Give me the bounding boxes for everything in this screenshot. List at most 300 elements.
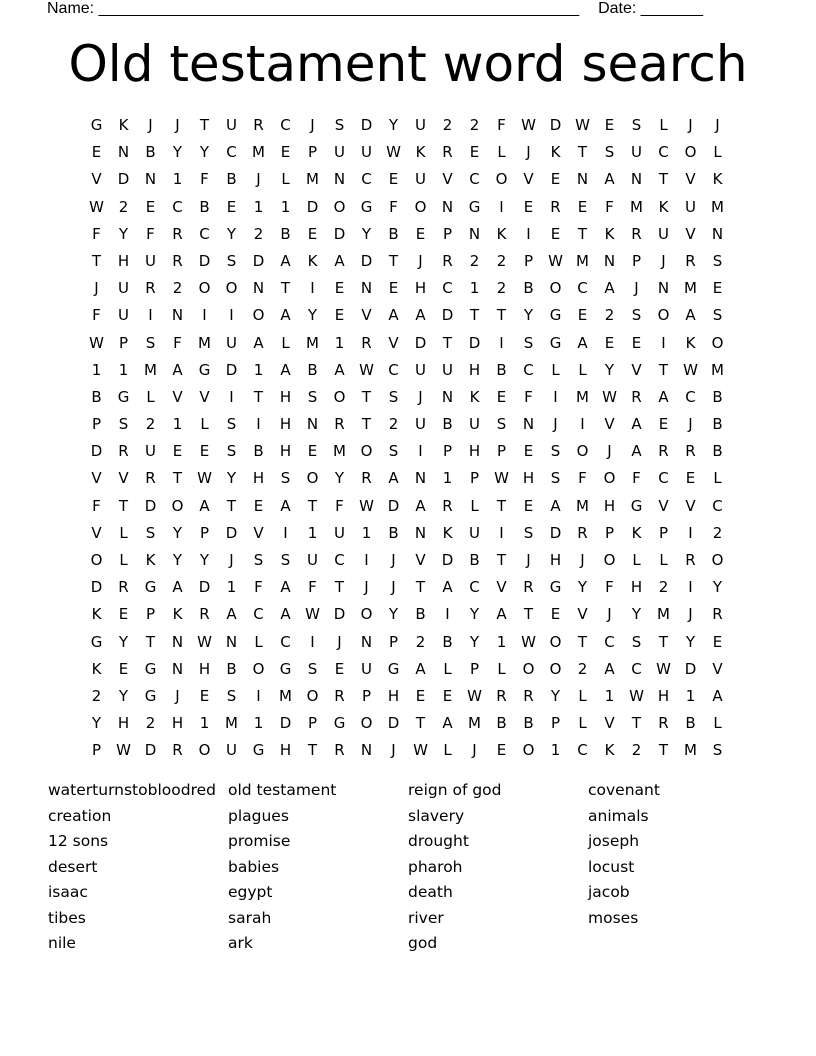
grid-letter[interactable]: Y	[118, 224, 129, 243]
grid-letter[interactable]: R	[118, 442, 129, 461]
grid-letter[interactable]: G	[549, 578, 562, 597]
grid-letter[interactable]: I	[310, 279, 315, 298]
grid-letter[interactable]: N	[252, 279, 265, 298]
grid-letter[interactable]: 2	[469, 251, 480, 270]
grid-letter[interactable]: U	[415, 170, 426, 189]
grid-letter[interactable]: G	[549, 306, 562, 325]
grid-letter[interactable]: L	[443, 659, 452, 678]
grid-letter[interactable]: V	[685, 224, 696, 243]
grid-letter[interactable]: E	[604, 116, 615, 134]
grid-letter[interactable]: H	[387, 686, 400, 705]
grid-letter[interactable]: R	[442, 496, 453, 515]
grid-letter[interactable]: N	[603, 251, 616, 270]
grid-letter[interactable]: F	[335, 496, 344, 515]
grid-letter[interactable]: D	[144, 741, 157, 760]
grid-letter[interactable]: K	[550, 143, 561, 162]
grid-letter[interactable]: 1	[442, 469, 453, 488]
grid-letter[interactable]: R	[172, 224, 183, 243]
grid-letter[interactable]: H	[468, 360, 481, 379]
grid-letter[interactable]: U	[361, 659, 372, 678]
grid-letter[interactable]: 1	[199, 714, 210, 733]
grid-letter[interactable]: J	[175, 686, 180, 705]
grid-letter[interactable]: E	[523, 197, 534, 216]
grid-letter[interactable]: K	[658, 197, 669, 216]
grid-letter[interactable]: R	[172, 741, 183, 760]
grid-letter[interactable]: L	[713, 469, 722, 488]
grid-letter[interactable]: E	[496, 387, 507, 406]
grid-letter[interactable]: A	[415, 306, 426, 325]
grid-letter[interactable]: F	[254, 578, 263, 597]
grid-letter[interactable]: O	[657, 306, 670, 325]
grid-letter[interactable]: C	[388, 360, 399, 379]
grid-letter[interactable]: R	[496, 686, 507, 705]
grid-letter[interactable]: K	[172, 605, 183, 624]
grid-letter[interactable]: W	[629, 686, 644, 705]
grid-letter[interactable]: E	[388, 170, 399, 189]
grid-letter[interactable]: U	[469, 523, 480, 542]
grid-letter[interactable]: T	[658, 170, 669, 189]
grid-letter[interactable]: S	[712, 306, 723, 325]
grid-letter[interactable]: L	[578, 686, 587, 705]
grid-letter[interactable]: 2	[496, 251, 507, 270]
grid-letter[interactable]: O	[252, 659, 265, 678]
grid-letter[interactable]: J	[175, 116, 180, 134]
grid-letter[interactable]: B	[415, 605, 426, 624]
grid-letter[interactable]: S	[523, 523, 534, 542]
grid-letter[interactable]: A	[550, 496, 561, 515]
grid-letter[interactable]: O	[306, 469, 319, 488]
grid-letter[interactable]: D	[198, 578, 211, 597]
grid-letter[interactable]: F	[524, 387, 533, 406]
grid-letter[interactable]: Y	[685, 632, 696, 651]
grid-letter[interactable]: V	[604, 714, 615, 733]
grid-letter[interactable]: L	[659, 551, 668, 569]
grid-letter[interactable]: T	[226, 496, 237, 515]
grid-letter[interactable]: H	[198, 659, 211, 678]
grid-letter[interactable]: R	[361, 469, 372, 488]
grid-letter[interactable]: Y	[226, 224, 237, 243]
grid-letter[interactable]: L	[470, 496, 479, 515]
grid-letter[interactable]: J	[526, 551, 531, 569]
grid-letter[interactable]: O	[360, 714, 373, 733]
grid-letter[interactable]: F	[92, 496, 101, 515]
grid-letter[interactable]: B	[388, 224, 399, 243]
grid-letter[interactable]: G	[144, 659, 157, 678]
grid-letter[interactable]: V	[685, 496, 696, 515]
grid-letter[interactable]: 1	[253, 714, 264, 733]
grid-letter[interactable]: O	[198, 741, 211, 760]
grid-letter[interactable]: R	[658, 442, 669, 461]
grid-letter[interactable]: J	[418, 387, 423, 406]
grid-letter[interactable]: E	[199, 442, 210, 461]
grid-letter[interactable]: A	[226, 605, 237, 624]
grid-letter[interactable]: T	[523, 605, 534, 624]
grid-letter[interactable]: J	[256, 170, 261, 189]
grid-letter[interactable]: E	[307, 442, 318, 461]
grid-letter[interactable]: I	[256, 686, 261, 705]
grid-letter[interactable]: U	[226, 333, 237, 352]
grid-letter[interactable]: K	[118, 116, 129, 134]
grid-letter[interactable]: I	[229, 387, 234, 406]
grid-letter[interactable]: N	[360, 279, 373, 298]
grid-letter[interactable]: N	[441, 387, 454, 406]
grid-letter[interactable]: Y	[469, 605, 480, 624]
grid-letter[interactable]: G	[630, 496, 643, 515]
grid-letter[interactable]: 1	[469, 279, 480, 298]
grid-letter[interactable]: 2	[253, 224, 264, 243]
grid-letter[interactable]: 2	[469, 116, 480, 134]
grid-letter[interactable]: E	[334, 306, 345, 325]
date-field[interactable]: Date: _______	[598, 0, 704, 17]
grid-letter[interactable]: O	[333, 387, 346, 406]
grid-letter[interactable]: O	[549, 632, 562, 651]
grid-letter[interactable]: B	[496, 360, 507, 379]
grid-letter[interactable]: B	[226, 170, 237, 189]
grid-letter[interactable]: E	[712, 279, 723, 298]
grid-letter[interactable]: T	[496, 306, 507, 325]
grid-letter[interactable]: J	[607, 605, 612, 624]
grid-letter[interactable]: U	[334, 523, 345, 542]
grid-letter[interactable]: L	[497, 659, 506, 678]
grid-letter[interactable]: 2	[388, 415, 399, 434]
grid-letter[interactable]: G	[468, 197, 481, 216]
grid-letter[interactable]: I	[553, 387, 558, 406]
grid-letter[interactable]: S	[226, 442, 237, 461]
grid-letter[interactable]: M	[306, 333, 319, 352]
grid-letter[interactable]: W	[521, 116, 536, 134]
grid-letter[interactable]: P	[442, 442, 453, 461]
grid-letter[interactable]: H	[117, 714, 130, 733]
grid-letter[interactable]: O	[360, 605, 373, 624]
grid-letter[interactable]: R	[523, 578, 534, 597]
grid-letter[interactable]: O	[495, 170, 508, 189]
grid-letter[interactable]: F	[146, 224, 155, 243]
grid-letter[interactable]: U	[442, 360, 453, 379]
grid-letter[interactable]: 1	[91, 360, 102, 379]
grid-letter[interactable]: I	[526, 224, 531, 243]
grid-letter[interactable]: O	[90, 551, 103, 569]
grid-letter[interactable]: E	[523, 442, 534, 461]
grid-letter[interactable]: V	[604, 415, 615, 434]
grid-letter[interactable]: F	[200, 170, 209, 189]
grid-letter[interactable]: O	[549, 279, 562, 298]
grid-letter[interactable]: T	[469, 306, 480, 325]
grid-letter[interactable]: O	[306, 686, 319, 705]
grid-letter[interactable]: W	[386, 143, 401, 162]
grid-letter[interactable]: K	[91, 605, 102, 624]
grid-letter[interactable]: G	[360, 197, 373, 216]
grid-letter[interactable]: H	[171, 714, 184, 733]
grid-letter[interactable]: D	[198, 251, 211, 270]
grid-letter[interactable]: N	[225, 632, 238, 651]
grid-letter[interactable]: R	[658, 714, 669, 733]
grid-letter[interactable]: A	[631, 415, 642, 434]
grid-letter[interactable]: L	[551, 360, 560, 379]
grid-letter[interactable]: E	[631, 333, 642, 352]
grid-letter[interactable]: B	[226, 659, 237, 678]
grid-letter[interactable]: S	[280, 469, 291, 488]
grid-letter[interactable]: E	[118, 605, 129, 624]
grid-letter[interactable]: O	[252, 306, 265, 325]
grid-letter[interactable]: M	[576, 387, 589, 406]
grid-letter[interactable]: G	[117, 387, 130, 406]
grid-letter[interactable]: P	[91, 741, 102, 760]
grid-letter[interactable]: E	[550, 224, 561, 243]
grid-letter[interactable]: E	[685, 469, 696, 488]
grid-letter[interactable]: P	[442, 224, 453, 243]
grid-letter[interactable]: F	[632, 469, 641, 488]
grid-letter[interactable]: T	[658, 632, 669, 651]
grid-letter[interactable]: I	[499, 333, 504, 352]
grid-letter[interactable]: P	[631, 251, 642, 270]
grid-letter[interactable]: F	[605, 578, 614, 597]
grid-letter[interactable]: T	[118, 496, 129, 515]
grid-letter[interactable]: A	[253, 333, 264, 352]
grid-letter[interactable]: D	[117, 170, 130, 189]
grid-letter[interactable]: C	[280, 632, 291, 651]
grid-letter[interactable]: Y	[307, 306, 318, 325]
grid-letter[interactable]: A	[280, 605, 291, 624]
grid-letter[interactable]: N	[630, 170, 643, 189]
grid-letter[interactable]: A	[172, 360, 183, 379]
grid-letter[interactable]: B	[685, 714, 696, 733]
grid-letter[interactable]: E	[388, 279, 399, 298]
grid-letter[interactable]: E	[415, 686, 426, 705]
grid-letter[interactable]: S	[226, 251, 237, 270]
grid-letter[interactable]: Y	[334, 469, 345, 488]
grid-letter[interactable]: 2	[712, 523, 723, 542]
grid-letter[interactable]: O	[711, 551, 724, 569]
grid-letter[interactable]: W	[359, 496, 374, 515]
grid-letter[interactable]: R	[145, 469, 156, 488]
grid-letter[interactable]: G	[144, 578, 157, 597]
grid-letter[interactable]: E	[334, 279, 345, 298]
grid-letter[interactable]: V	[91, 523, 102, 542]
grid-letter[interactable]: N	[171, 306, 184, 325]
grid-letter[interactable]: T	[280, 279, 291, 298]
grid-letter[interactable]: B	[712, 442, 723, 461]
grid-letter[interactable]: V	[253, 523, 264, 542]
grid-letter[interactable]: A	[172, 578, 183, 597]
grid-letter[interactable]: N	[144, 170, 157, 189]
grid-letter[interactable]: 2	[442, 116, 453, 134]
grid-letter[interactable]: 1	[496, 632, 507, 651]
grid-letter[interactable]: J	[688, 116, 693, 134]
grid-letter[interactable]: 1	[685, 686, 696, 705]
grid-letter[interactable]: J	[148, 116, 153, 134]
grid-letter[interactable]: M	[225, 714, 238, 733]
grid-letter[interactable]: O	[333, 197, 346, 216]
grid-letter[interactable]: A	[604, 170, 615, 189]
grid-letter[interactable]: G	[90, 116, 103, 134]
grid-letter[interactable]: F	[92, 306, 101, 325]
grid-letter[interactable]: S	[118, 415, 129, 434]
grid-letter[interactable]: M	[306, 170, 319, 189]
grid-letter[interactable]: D	[549, 523, 562, 542]
grid-letter[interactable]: O	[549, 659, 562, 678]
grid-letter[interactable]: I	[364, 551, 369, 569]
grid-letter[interactable]: 1	[550, 741, 561, 760]
grid-letter[interactable]: N	[522, 415, 535, 434]
grid-letter[interactable]: R	[685, 551, 696, 569]
grid-letter[interactable]: D	[90, 578, 103, 597]
grid-letter[interactable]: G	[144, 686, 157, 705]
grid-letter[interactable]: N	[441, 197, 454, 216]
grid-letter[interactable]: P	[361, 686, 372, 705]
grid-letter[interactable]: E	[523, 496, 534, 515]
grid-letter[interactable]: R	[631, 224, 642, 243]
grid-letter[interactable]: A	[442, 578, 453, 597]
grid-letter[interactable]: D	[252, 251, 265, 270]
grid-letter[interactable]: M	[711, 360, 724, 379]
grid-letter[interactable]: N	[117, 143, 130, 162]
grid-letter[interactable]: A	[388, 306, 399, 325]
grid-letter[interactable]: R	[334, 686, 345, 705]
grid-letter[interactable]: P	[145, 605, 156, 624]
grid-letter[interactable]: N	[711, 224, 724, 243]
grid-letter[interactable]: Y	[388, 116, 399, 134]
grid-letter[interactable]: S	[631, 116, 642, 134]
grid-letter[interactable]: C	[334, 551, 345, 569]
grid-letter[interactable]: C	[658, 469, 669, 488]
grid-letter[interactable]: L	[254, 632, 263, 651]
grid-letter[interactable]: T	[577, 143, 588, 162]
grid-letter[interactable]: I	[418, 442, 423, 461]
grid-letter[interactable]: F	[578, 469, 587, 488]
grid-letter[interactable]: D	[387, 714, 400, 733]
grid-letter[interactable]: B	[199, 197, 210, 216]
grid-letter[interactable]: C	[361, 170, 372, 189]
grid-letter[interactable]: U	[334, 143, 345, 162]
grid-letter[interactable]: N	[171, 632, 184, 651]
grid-letter[interactable]: F	[92, 224, 101, 243]
grid-letter[interactable]: T	[334, 578, 345, 597]
grid-letter[interactable]: T	[577, 632, 588, 651]
grid-letter[interactable]: U	[226, 741, 237, 760]
grid-letter[interactable]: S	[631, 306, 642, 325]
grid-letter[interactable]: P	[307, 714, 318, 733]
grid-letter[interactable]: T	[388, 251, 399, 270]
grid-letter[interactable]: R	[145, 279, 156, 298]
grid-letter[interactable]: 2	[604, 306, 615, 325]
grid-letter[interactable]: B	[469, 551, 480, 569]
grid-letter[interactable]: T	[361, 415, 372, 434]
grid-letter[interactable]: M	[576, 251, 589, 270]
grid-letter[interactable]: V	[172, 387, 183, 406]
grid-letter[interactable]: R	[523, 686, 534, 705]
grid-letter[interactable]: A	[577, 333, 588, 352]
grid-letter[interactable]: R	[118, 578, 129, 597]
grid-letter[interactable]: C	[685, 387, 696, 406]
grid-letter[interactable]: R	[334, 415, 345, 434]
grid-letter[interactable]: S	[604, 143, 615, 162]
grid-letter[interactable]: C	[469, 578, 480, 597]
grid-letter[interactable]: 1	[226, 578, 237, 597]
grid-letter[interactable]: L	[578, 714, 587, 733]
grid-letter[interactable]: Y	[199, 551, 210, 569]
grid-letter[interactable]: S	[307, 659, 318, 678]
grid-letter[interactable]: P	[604, 523, 615, 542]
grid-letter[interactable]: S	[226, 415, 237, 434]
grid-letter[interactable]: H	[279, 442, 292, 461]
grid-letter[interactable]: W	[575, 116, 590, 134]
grid-letter[interactable]: K	[415, 143, 426, 162]
grid-letter[interactable]: Y	[226, 469, 237, 488]
grid-letter[interactable]: E	[496, 741, 507, 760]
grid-letter[interactable]: W	[683, 360, 698, 379]
grid-letter[interactable]: B	[523, 279, 534, 298]
grid-letter[interactable]: E	[577, 306, 588, 325]
grid-letter[interactable]: T	[631, 714, 642, 733]
grid-letter[interactable]: L	[146, 387, 155, 406]
grid-letter[interactable]: P	[118, 333, 129, 352]
grid-letter[interactable]: P	[550, 714, 561, 733]
grid-letter[interactable]: S	[253, 551, 264, 569]
grid-letter[interactable]: O	[603, 551, 616, 569]
grid-letter[interactable]: L	[281, 170, 290, 189]
grid-letter[interactable]: W	[494, 469, 509, 488]
grid-letter[interactable]: E	[334, 659, 345, 678]
grid-letter[interactable]: G	[90, 632, 103, 651]
grid-letter[interactable]: H	[279, 415, 292, 434]
grid-letter[interactable]: E	[577, 197, 588, 216]
grid-letter[interactable]: L	[713, 714, 722, 733]
grid-letter[interactable]: B	[280, 224, 291, 243]
grid-letter[interactable]: Y	[172, 551, 183, 569]
grid-letter[interactable]: K	[91, 659, 102, 678]
grid-letter[interactable]: M	[144, 360, 157, 379]
grid-letter[interactable]: E	[442, 686, 453, 705]
grid-letter[interactable]: O	[360, 442, 373, 461]
grid-letter[interactable]: V	[199, 387, 210, 406]
grid-letter[interactable]: E	[550, 605, 561, 624]
grid-letter[interactable]: W	[521, 632, 536, 651]
grid-letter[interactable]: Y	[172, 143, 183, 162]
grid-letter[interactable]: J	[472, 741, 477, 760]
grid-letter[interactable]: H	[279, 741, 292, 760]
grid-letter[interactable]: J	[580, 551, 585, 569]
grid-letter[interactable]: D	[333, 605, 346, 624]
grid-letter[interactable]: J	[94, 279, 99, 298]
grid-letter[interactable]: Y	[577, 578, 588, 597]
grid-letter[interactable]: H	[414, 279, 427, 298]
grid-letter[interactable]: J	[715, 116, 720, 134]
grid-letter[interactable]: 1	[172, 415, 183, 434]
grid-letter[interactable]: J	[364, 578, 369, 597]
grid-letter[interactable]: S	[388, 442, 399, 461]
grid-letter[interactable]: S	[145, 523, 156, 542]
grid-letter[interactable]: A	[442, 714, 453, 733]
grid-letter[interactable]: B	[388, 523, 399, 542]
grid-letter[interactable]: F	[389, 197, 398, 216]
grid-letter[interactable]: H	[252, 469, 265, 488]
grid-letter[interactable]: L	[713, 143, 722, 162]
grid-letter[interactable]: A	[604, 659, 615, 678]
grid-letter[interactable]: A	[280, 360, 291, 379]
grid-letter[interactable]: K	[604, 224, 615, 243]
grid-letter[interactable]: K	[469, 387, 480, 406]
grid-letter[interactable]: 2	[631, 741, 642, 760]
grid-letter[interactable]: 1	[280, 197, 291, 216]
grid-letter[interactable]: J	[688, 415, 693, 434]
grid-letter[interactable]: O	[522, 659, 535, 678]
grid-letter[interactable]: C	[226, 143, 237, 162]
grid-letter[interactable]: U	[415, 415, 426, 434]
grid-letter[interactable]: O	[576, 442, 589, 461]
grid-letter[interactable]: T	[415, 578, 426, 597]
grid-letter[interactable]: R	[577, 523, 588, 542]
grid-letter[interactable]: D	[360, 251, 373, 270]
